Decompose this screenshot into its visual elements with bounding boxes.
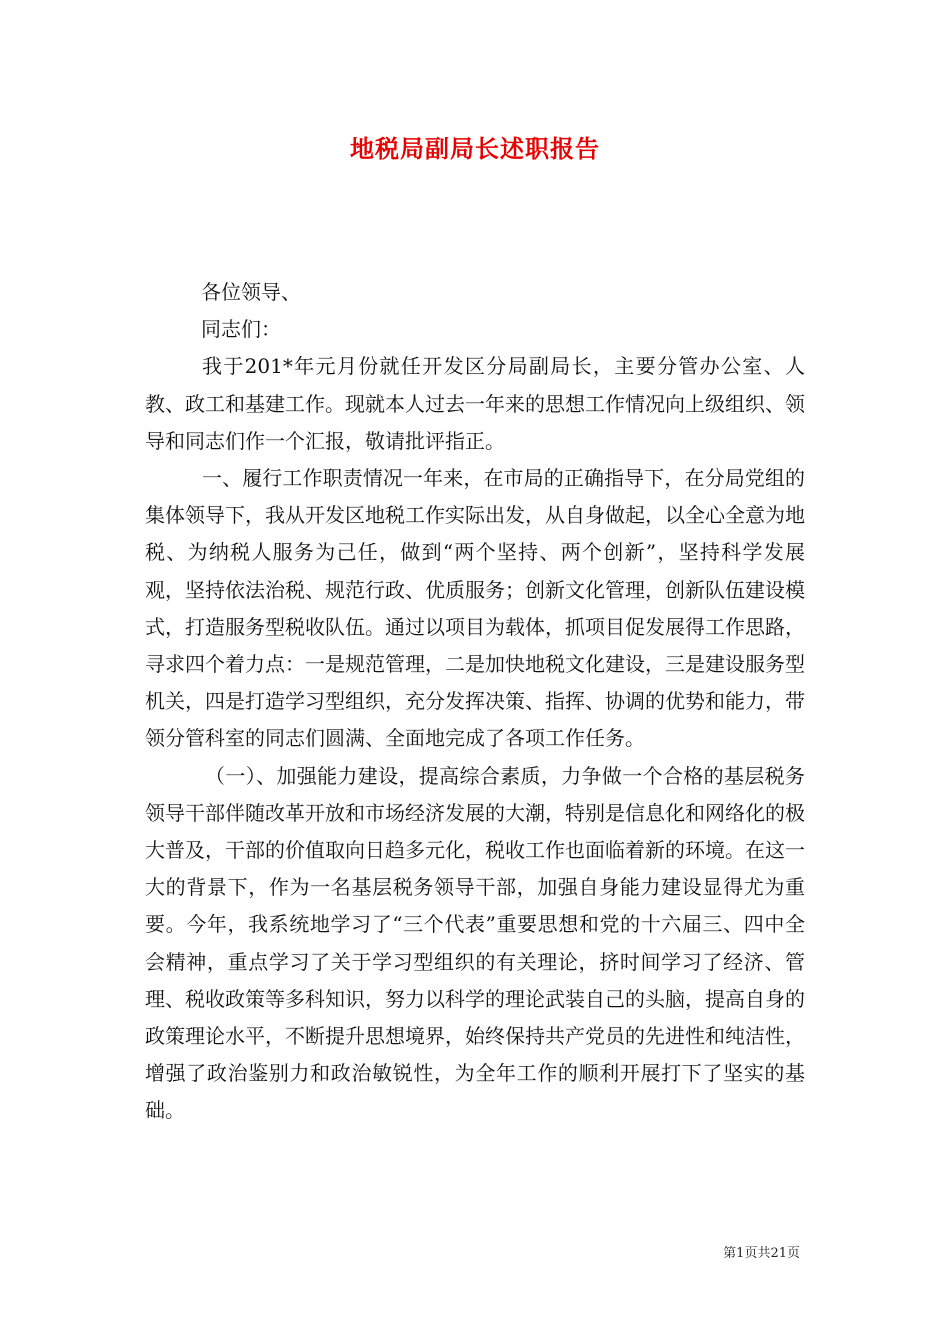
- page-number: 第1页共21页: [723, 1246, 800, 1261]
- document-body: [145, 274, 805, 1130]
- paragraph-section-1: 一、履行工作职责情况一年来，在市局的正确指导下，在分局党组的集体领导下，我从开发区地税工作实际出发，从自身做起，以全心全意为地税、为纳税人服务为己任，做到“两个坚持、两个创新”，坚持科学发展观，坚持依法治税、规范行政、优质服务；创新文化管理，创新队伍建设模式，打造服务型税收队伍。通过以项目为载体，抓项目促发展得工作思路，寻求四个着力点：一是规范管理，二是加快地税文化建设，三是建设服务型机关，四是打造学习型组织，充分发挥决策、指挥、协调的优势和能力，带领分管科室的同志们圆满、全面地完成了各项工作任务。: [145, 466, 805, 751]
- paragraph-intro: 我于201*年元月份就任开发区分局副局长，主要分管办公室、人教、政工和基建工作。现就本人过去一年来的思想工作情况向上级组织、领导和同志们作一个汇报，敬请批评指正。: [145, 354, 805, 453]
- salutation-line-1: 各位领导、: [201, 280, 301, 304]
- salutation-line-2: 同志们：: [201, 317, 281, 342]
- paragraph-subsection-1: （一）、加强能力建设，提高综合素质，力争做一个合格的基层税务领导干部伴随改革开放和市场经济发展的大潮，特别是信息化和网络化的极大普及，干部的价值取向日趋多元化，税收工作也面临着新的环境。在这一大的背景下，作为一名基层税务领导干部，加强自身能力建设显得尤为重要。今年，我系统地学习了“三个代表”重要思想和党的十六届三、四中全会精神，重点学习了关于学习型组织的有关理论，挤时间学习了经济、管理、税收政策等多科知识，努力以科学的理论武装自己的头脑，提高自身的政策理论水平，不断提升思想境界，始终保持共产党员的先进性和纯洁性，增强了政治鉴别力和政治敏锐性，为全年工作的顺利开展打下了坚实的基础。: [145, 763, 805, 1123]
- document-title: 地税局副局长述职报告: [350, 134, 600, 163]
